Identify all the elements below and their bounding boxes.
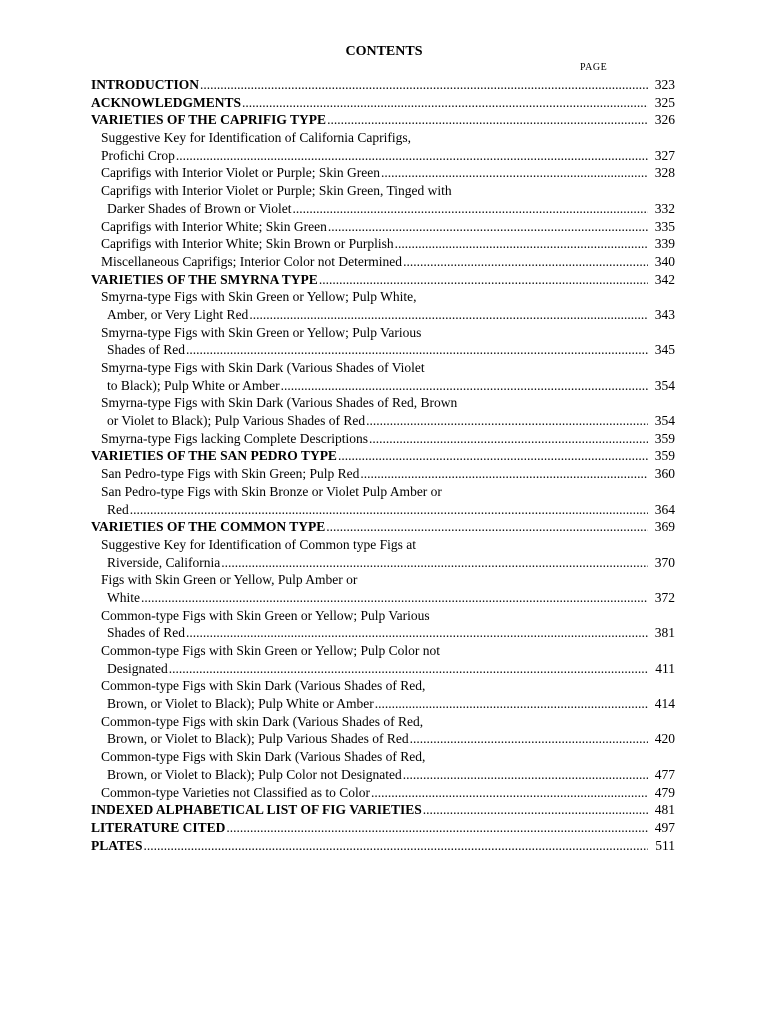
- toc-entry-page: 420: [654, 731, 675, 747]
- toc-entry-page: 414: [654, 696, 675, 712]
- toc-entry: [91, 94, 675, 112]
- toc-entry-text: Suggestive Key for Identification of Common type Figs at: [101, 536, 416, 552]
- toc-entry-text: Miscellaneous Caprifigs; Interior Color not Determined: [101, 253, 403, 269]
- toc-entry: [91, 394, 675, 412]
- toc-entry: [91, 784, 675, 802]
- toc-entry: [91, 554, 675, 572]
- toc-entry-text: Darker Shades of Brown or Violet: [107, 200, 292, 216]
- toc-entry-text: Smyrna-type Figs with Skin Dark (Various Shades of Violet: [101, 360, 425, 375]
- toc-entry-text: to Black); Pulp White or Amber: [107, 377, 280, 393]
- toc-entry-page: 479: [654, 784, 675, 800]
- dot-leader: [141, 589, 648, 607]
- page-column-label: PAGE: [580, 62, 608, 73]
- dot-leader: [281, 377, 648, 395]
- toc-entry-page: 326: [654, 112, 675, 128]
- toc-entry-text: Figs with Skin Green or Yellow, Pulp Amber or: [101, 572, 358, 588]
- dot-leader: [186, 624, 648, 642]
- toc-entry: [91, 147, 675, 165]
- toc-entry: [91, 748, 675, 766]
- toc-entry: [91, 465, 675, 483]
- toc-entry-text: INTRODUCTION: [91, 77, 200, 92]
- toc-entry: [91, 430, 675, 448]
- toc-entry: [91, 642, 675, 660]
- toc-entry-page: 327: [654, 147, 675, 163]
- dot-leader: [176, 147, 648, 165]
- toc-entry: [91, 288, 675, 306]
- toc-entry-text: Smyrna-type Figs with Skin Green or Yellow; Pulp Various: [101, 324, 422, 340]
- toc-entry: [91, 359, 675, 377]
- dot-leader: [403, 766, 648, 784]
- toc-entry-page: 359: [654, 448, 675, 464]
- toc-list: [91, 76, 675, 854]
- dot-leader: [327, 111, 648, 129]
- toc-entry-page: 360: [654, 466, 675, 482]
- toc-entry-text: Smyrna-type Figs lacking Complete Descriptions: [101, 430, 368, 446]
- toc-entry-page: 381: [654, 625, 675, 641]
- toc-entry: [91, 571, 675, 589]
- toc-entry-page: 477: [654, 766, 675, 782]
- toc-entry: [91, 624, 675, 642]
- toc-entry: [91, 766, 675, 784]
- toc-entry-page: 369: [654, 519, 675, 535]
- toc-entry-text: Smyrna-type Figs with Skin Green or Yellow; Pulp White,: [101, 289, 417, 305]
- toc-entry-page: 354: [654, 377, 675, 393]
- dot-leader: [369, 430, 648, 448]
- toc-entry-page: 328: [654, 165, 675, 181]
- toc-entry-text: Common-type Varieties not Classified as to Color: [101, 784, 370, 800]
- dot-leader: [375, 695, 648, 713]
- toc-entry-text: Common-type Figs with Skin Green or Yellow; Pulp Color not: [101, 643, 441, 658]
- toc-entry-page: 370: [654, 554, 675, 570]
- toc-entry: [91, 341, 675, 359]
- dot-leader: [371, 784, 648, 802]
- dot-leader: [221, 554, 648, 572]
- toc-entry-page: 359: [654, 430, 675, 446]
- dot-leader: [395, 235, 648, 253]
- toc-entry: [91, 253, 675, 271]
- toc-entry: [91, 324, 675, 342]
- toc-entry: [91, 730, 675, 748]
- toc-entry-text: INDEXED ALPHABETICAL LIST OF FIG VARIETIES: [91, 802, 422, 818]
- dot-leader: [423, 801, 648, 819]
- toc-entry-text: Riverside, California: [107, 554, 221, 570]
- dot-leader: [200, 76, 648, 94]
- toc-entry-text: Caprifigs with Interior White; Skin Brown or Purplish: [101, 236, 394, 252]
- dot-leader: [169, 660, 648, 678]
- toc-entry-page: 339: [654, 236, 675, 252]
- dot-leader: [326, 518, 648, 536]
- toc-entry-text: VARIETIES OF THE SMYRNA TYPE: [91, 271, 318, 287]
- toc-entry-text: Red: [107, 501, 129, 517]
- dot-leader: [226, 819, 648, 837]
- toc-entry: [91, 501, 675, 519]
- toc-entry-page: 343: [654, 306, 675, 322]
- toc-entry-text: White: [107, 589, 140, 605]
- toc-entry-text: Brown, or Violet to Black); Pulp Various Shades of Red: [107, 731, 409, 747]
- toc-entry: [91, 660, 675, 678]
- dot-leader: [366, 412, 648, 430]
- toc-entry-text: or Violet to Black); Pulp Various Shades of Red: [107, 413, 366, 429]
- toc-entry-page: 332: [654, 200, 675, 216]
- toc-entry: [91, 218, 675, 236]
- toc-entry-text: Suggestive Key for Identification of California Caprifigs,: [101, 130, 412, 146]
- toc-entry: [91, 695, 675, 713]
- toc-entry-text: Shades of Red: [107, 625, 185, 641]
- toc-entry-text: VARIETIES OF THE SAN PEDRO TYPE: [91, 448, 337, 464]
- dot-leader: [130, 501, 648, 519]
- toc-entry-text: Common-type Figs with Skin Dark (Various Shades of Red,: [101, 749, 426, 765]
- toc-entry-page: 497: [654, 819, 675, 835]
- toc-entry: [91, 200, 675, 218]
- toc-entry: [91, 182, 675, 200]
- toc-entry-page: 372: [654, 589, 675, 605]
- toc-entry-page: 354: [654, 413, 675, 429]
- dot-leader: [319, 271, 648, 289]
- toc-entry: [91, 306, 675, 324]
- toc-entry-text: Profichi Crop: [101, 147, 175, 163]
- toc-entry: [91, 129, 675, 147]
- toc-entry: [91, 589, 675, 607]
- toc-entry-page: 411: [655, 660, 675, 676]
- toc-entry: [91, 412, 675, 430]
- dot-leader: [360, 465, 648, 483]
- toc-entry-text: Brown, or Violet to Black); Pulp White or Amber: [107, 696, 374, 712]
- toc-entry: [91, 518, 675, 536]
- toc-entry-text: Common-type Figs with skin Dark (Various Shades of Red,: [101, 713, 424, 729]
- contents-title: CONTENTS: [345, 44, 423, 59]
- toc-entry: [91, 677, 675, 695]
- toc-entry-text: Smyrna-type Figs with Skin Dark (Various Shades of Red, Brown: [101, 395, 458, 411]
- toc-entry: [91, 819, 675, 837]
- toc-entry-page: 325: [654, 94, 675, 110]
- toc-entry-page: 364: [654, 501, 675, 517]
- toc-entry-text: PLATES: [91, 837, 143, 853]
- dot-leader: [186, 341, 648, 359]
- toc-entry-text: Caprifigs with Interior Violet or Purple; Skin Green, Tinged with: [101, 183, 452, 199]
- dot-leader: [293, 200, 648, 218]
- toc-entry: [91, 447, 675, 465]
- toc-entry-page: 345: [654, 342, 675, 358]
- toc-entry-text: LITERATURE CITED: [91, 819, 226, 835]
- toc-entry: [91, 607, 675, 625]
- toc-entry: [91, 713, 675, 731]
- toc-entry-text: San Pedro-type Figs with Skin Bronze or Violet Pulp Amber or: [101, 483, 442, 499]
- dot-leader: [381, 164, 648, 182]
- toc-entry: [91, 271, 675, 289]
- toc-entry-text: Brown, or Violet to Black); Pulp Color not Designated: [107, 766, 402, 782]
- toc-entry-text: Designated: [107, 660, 168, 676]
- toc-entry: [91, 164, 675, 182]
- toc-entry: [91, 837, 675, 855]
- dot-leader: [242, 94, 648, 112]
- toc-entry-page: 342: [654, 271, 675, 287]
- toc-entry-text: Caprifigs with Interior Violet or Purple; Skin Green: [101, 165, 381, 181]
- toc-entry: [91, 483, 675, 501]
- toc-entry-text: Shades of Red: [107, 342, 185, 358]
- dot-leader: [328, 218, 648, 236]
- toc-entry: [91, 76, 675, 94]
- toc-entry-page: 323: [654, 77, 675, 92]
- toc-entry: [91, 536, 675, 554]
- toc-entry-text: VARIETIES OF THE COMMON TYPE: [91, 519, 326, 535]
- dot-leader: [338, 447, 648, 465]
- toc-entry-page: 511: [655, 837, 675, 853]
- toc-entry: [91, 111, 675, 129]
- toc-entry: [91, 801, 675, 819]
- dot-leader: [410, 730, 648, 748]
- toc-entry-text: Common-type Figs with Skin Green or Yellow; Pulp Various: [101, 607, 430, 623]
- toc-entry: [91, 235, 675, 253]
- toc-entry-text: Amber, or Very Light Red: [107, 306, 249, 322]
- toc-entry-page: 340: [654, 253, 675, 269]
- toc-entry-page: 481: [654, 802, 675, 818]
- dot-leader: [403, 253, 648, 271]
- toc-entry: [91, 377, 675, 395]
- toc-entry-text: ACKNOWLEDGMENTS: [91, 94, 242, 110]
- toc-entry-text: Caprifigs with Interior White; Skin Green: [101, 218, 327, 234]
- dot-leader: [249, 306, 648, 324]
- toc-entry-page: 335: [654, 218, 675, 234]
- toc-entry-text: VARIETIES OF THE CAPRIFIG TYPE: [91, 112, 327, 128]
- toc-entry-text: Common-type Figs with Skin Dark (Various Shades of Red,: [101, 678, 426, 694]
- dot-leader: [144, 837, 648, 855]
- toc-entry-text: San Pedro-type Figs with Skin Green; Pulp Red: [101, 466, 360, 482]
